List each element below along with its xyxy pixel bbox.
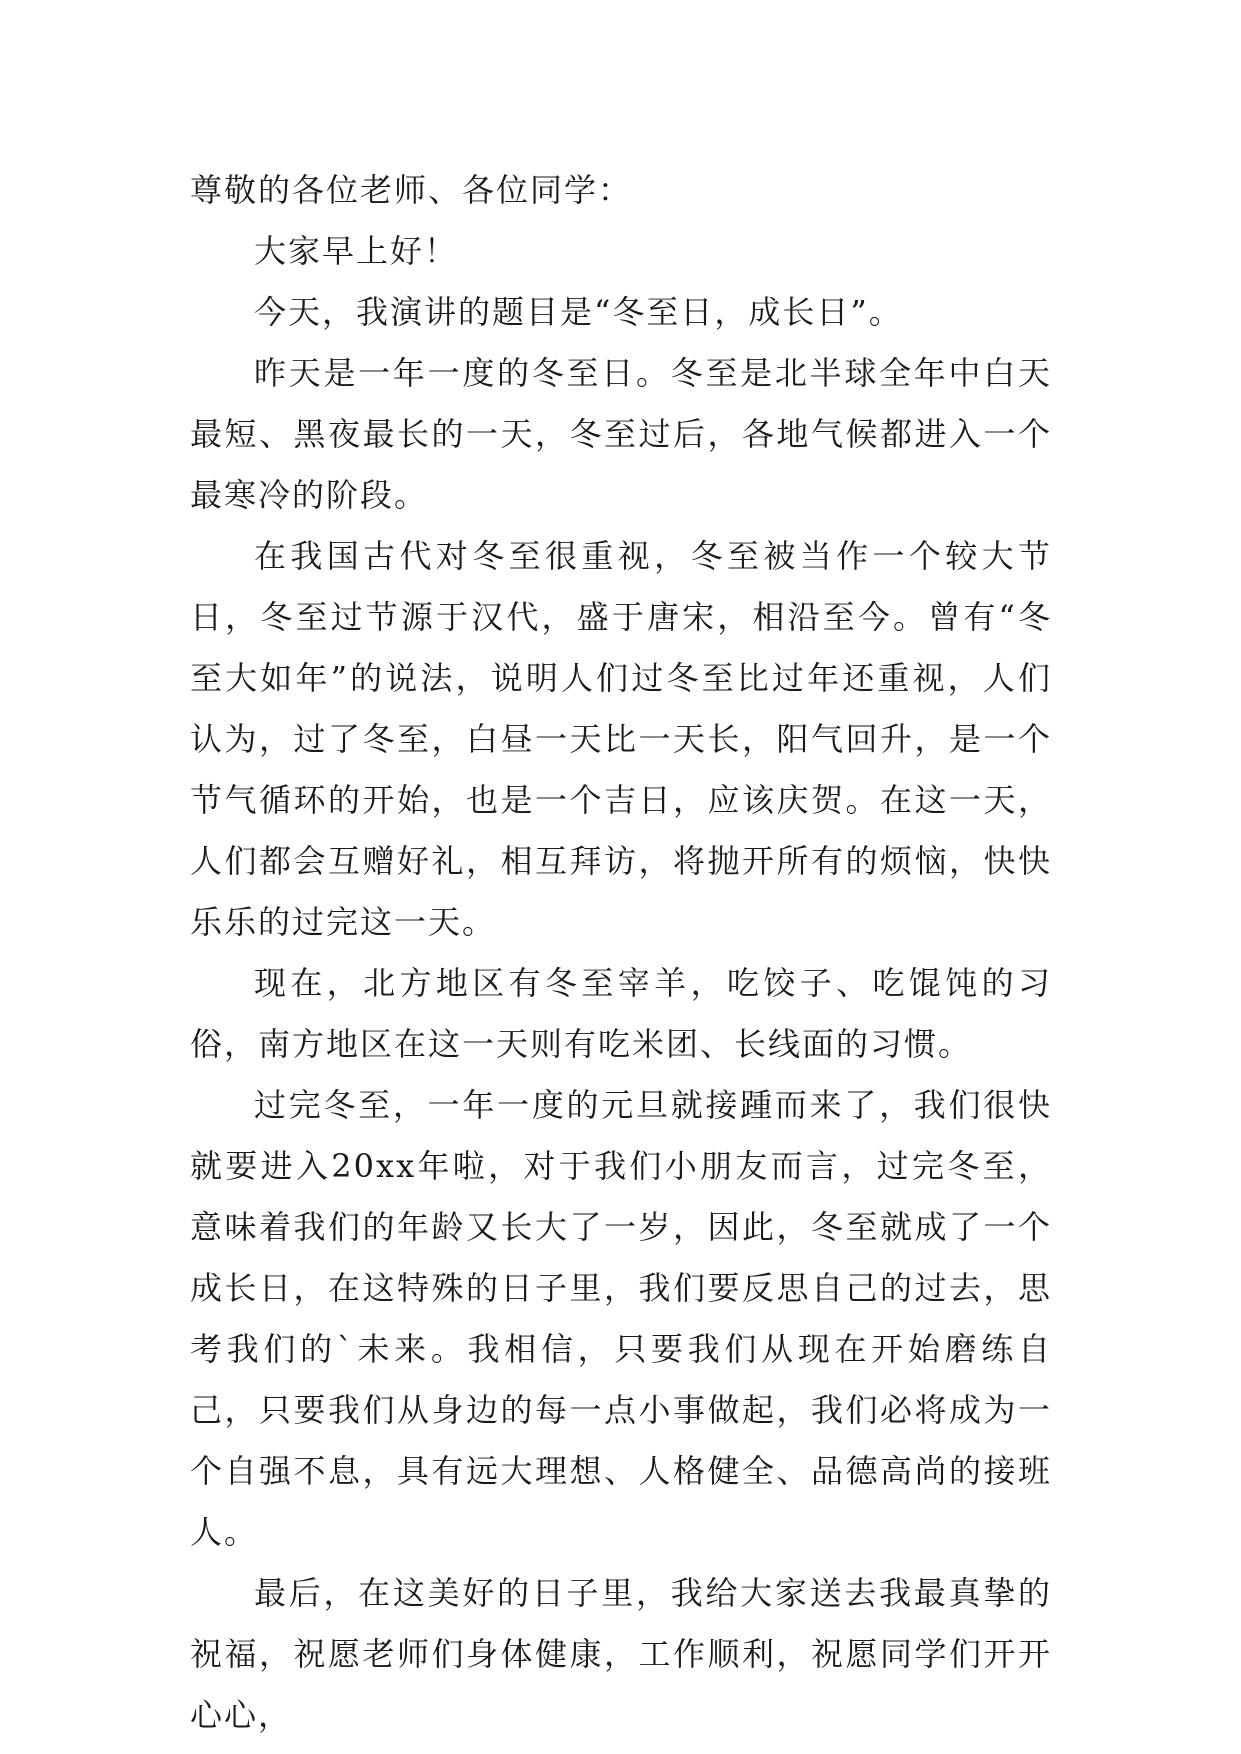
speech-body [190,160,1052,1746]
paragraph-topic: 今天，我演讲的题目是“冬至日，成长日”。 [254,293,903,331]
salutation: 尊敬的各位老师、各位同学： [190,171,633,209]
paragraph-growth: 过完冬至，一年一度的元旦就接踵而来了，我们很快就要进入20xx年啦，对于我们小朋友而言，过完冬至，意味着我们的年龄又长大了一岁，因此，冬至就成了一个成长日，在这特殊的日子里，我们要反思自己的过去，思考我们的`未来。我相信，只要我们从现在开始磨练自己，只要我们从身边的每一点小事做起，我们必将成为一个自强不息，具有远大理想、人格健全、品德高尚的接班人。 [190,1086,1052,1551]
paragraph-customs: 现在，北方地区有冬至宰羊，吃饺子、吃馄饨的习俗，南方地区在这一天则有吃米团、长线面的习惯。 [190,964,1052,1063]
paragraph-history: 在我国古代对冬至很重视，冬至被当作一个较大节日，冬至过节源于汉代，盛于唐宋，相沿至今。曾有“冬至大如年”的说法，说明人们过冬至比过年还重视，人们认为，过了冬至，白昼一天比一天长，阳气回升，是一个节气循环的开始，也是一个吉日，应该庆贺。在这一天，人们都会互赠好礼，相互拜访，将抛开所有的烦恼，快快乐乐的过完这一天。 [190,537,1052,941]
paragraph-closing: 最后，在这美好的日子里，我给大家送去我最真挚的祝福，祝愿老师们身体健康，工作顺利，祝愿同学们开开心心， [190,1574,1052,1734]
paragraph-solstice-intro: 昨天是一年一度的冬至日。冬至是北半球全年中白天最短、黑夜最长的一天，冬至过后，各地气候都进入一个最寒冷的阶段。 [190,354,1052,514]
paragraph-greeting: 大家早上好！ [254,232,459,270]
